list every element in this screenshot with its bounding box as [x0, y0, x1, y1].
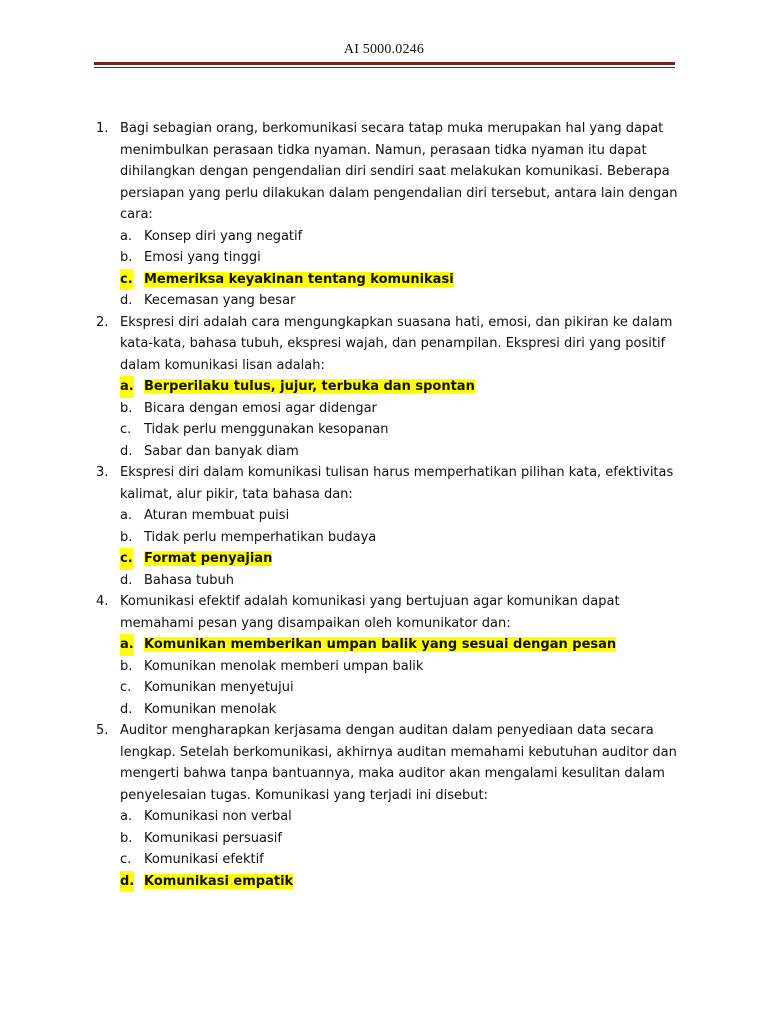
- question-text: Ekspresi diri adalah cara mengungkapkan suasana hati, emosi, dan pikiran ke dalam kata-kata, bahasa tubuh, ekspresi wajah, dan penampilan. Ekspresi diri yang positif dalam komunikasi lisan adalah:: [120, 314, 673, 373]
- option-text: Komunikan menyetujui: [144, 680, 294, 695]
- option-text: Emosi yang tinggi: [144, 250, 261, 265]
- option-b: [120, 828, 686, 850]
- option-text: Komunikasi non verbal: [144, 809, 292, 824]
- option-list: [120, 634, 686, 720]
- question-4: [96, 591, 686, 720]
- option-text: Aturan membuat puisi: [144, 508, 290, 523]
- question-2: [96, 312, 686, 463]
- question-3: [96, 462, 686, 591]
- document-code: AI 5000.0246: [343, 42, 425, 57]
- option-c: [120, 677, 686, 699]
- option-letter: a.: [120, 809, 133, 824]
- option-letter: a.: [120, 228, 133, 244]
- option-c-correct-answer: [120, 548, 686, 570]
- option-d: [120, 570, 686, 592]
- option-d: [120, 441, 686, 463]
- option-a: [120, 806, 686, 828]
- option-text: Kecemasan yang besar: [144, 293, 296, 308]
- option-letter: d.: [120, 293, 133, 308]
- option-letter: a.: [120, 376, 134, 398]
- question-number: 5.: [96, 723, 109, 738]
- option-text-highlighted: Komunikan memberikan umpan balik yang sesuai dengan pesan: [144, 637, 617, 652]
- header-rule-thin: [94, 67, 675, 68]
- option-text: Komunikasi efektif: [144, 852, 264, 867]
- question-text: Komunikasi efektif adalah komunikasi yang bertujuan agar komunikan dapat memahami pesan yang disampaikan oleh komunikator dan:: [120, 594, 620, 631]
- option-c: [120, 419, 686, 441]
- option-letter: d.: [120, 443, 133, 459]
- option-text: Bicara dengan emosi agar didengar: [144, 400, 377, 416]
- question-5: [96, 720, 686, 892]
- option-letter: b.: [120, 529, 133, 545]
- option-letter: c.: [120, 269, 133, 291]
- question-number: 4.: [96, 594, 109, 609]
- option-letter: c.: [120, 852, 132, 867]
- option-d: [120, 290, 686, 312]
- option-text-highlighted: Berperilaku tulus, jujur, terbuka dan spontan: [144, 379, 475, 394]
- option-text: Tidak perlu menggunakan kesopanan: [144, 422, 389, 437]
- option-text: Bahasa tubuh: [144, 572, 235, 588]
- option-text: Konsep diri yang negatif: [144, 228, 303, 244]
- option-letter: c.: [120, 422, 132, 437]
- question-text: Bagi sebagian orang, berkomunikasi secara tatap muka merupakan hal yang dapat menimbulkan perasaan tidka nyaman. Namun, perasaan tidka nyaman itu dapat dihilangkan dengan pengendalian diri sendiri saat melakukan komunikasi. Beberapa persiapan yang perlu dilakukan dalam pengendalian diri tersebut, antara lain dengan cara:: [120, 121, 678, 222]
- option-list: [120, 376, 686, 462]
- question-number: 2.: [96, 314, 109, 330]
- option-a-correct-answer: [120, 376, 686, 398]
- option-text: Komunikan menolak: [144, 701, 277, 717]
- option-d: [120, 699, 686, 721]
- header-rule-thick: [94, 62, 675, 65]
- question-number: 3.: [96, 465, 109, 480]
- question-text: Auditor mengharapkan kerjasama dengan auditan dalam penyediaan data secara lengkap. Setelah berkomunikasi, akhirnya auditan memahami kebutuhan auditor dan mengerti bahwa tanpa bantuannya, maka auditor akan mengalami kesulitan dalam penyelesaian tugas. Komunikasi yang terjadi ini disebut:: [120, 723, 677, 803]
- option-a-correct-answer: [120, 634, 686, 656]
- option-list: [120, 226, 686, 312]
- option-b: [120, 656, 686, 678]
- option-a: [120, 505, 686, 527]
- option-text: Sabar dan banyak diam: [144, 443, 299, 459]
- option-d-correct-answer: [120, 871, 686, 893]
- option-text-highlighted: Format penyajian: [144, 551, 273, 566]
- question-number: 1.: [96, 121, 109, 136]
- option-list: [120, 505, 686, 591]
- option-b: [120, 247, 686, 269]
- option-b: [120, 527, 686, 549]
- question-list: [96, 118, 686, 892]
- option-text: Komunikasi persuasif: [144, 830, 282, 846]
- option-text-highlighted: Komunikasi empatik: [144, 873, 294, 889]
- option-letter: c.: [120, 548, 133, 570]
- option-text-highlighted: Memeriksa keyakinan tentang komunikasi: [144, 271, 454, 287]
- option-letter: d.: [120, 701, 133, 717]
- option-letter: b.: [120, 250, 133, 265]
- option-letter: a.: [120, 634, 134, 656]
- option-text: Komunikan menolak memberi umpan balik: [144, 658, 424, 674]
- option-letter: a.: [120, 508, 133, 523]
- option-c-correct-answer: [120, 269, 686, 291]
- option-a: [120, 226, 686, 248]
- option-letter: c.: [120, 680, 132, 695]
- option-letter: d.: [120, 572, 133, 588]
- option-letter: d.: [120, 871, 134, 893]
- option-list: [120, 806, 686, 892]
- option-c: [120, 849, 686, 871]
- option-letter: b.: [120, 830, 133, 846]
- question-1: [96, 118, 686, 312]
- option-letter: b.: [120, 400, 133, 416]
- option-text: Tidak perlu memperhatikan budaya: [144, 529, 377, 545]
- option-b: [120, 398, 686, 420]
- question-text: Ekspresi diri dalam komunikasi tulisan harus memperhatikan pilihan kata, efektivitas kalimat, alur pikir, tata bahasa dan:: [120, 465, 674, 502]
- option-letter: b.: [120, 658, 133, 674]
